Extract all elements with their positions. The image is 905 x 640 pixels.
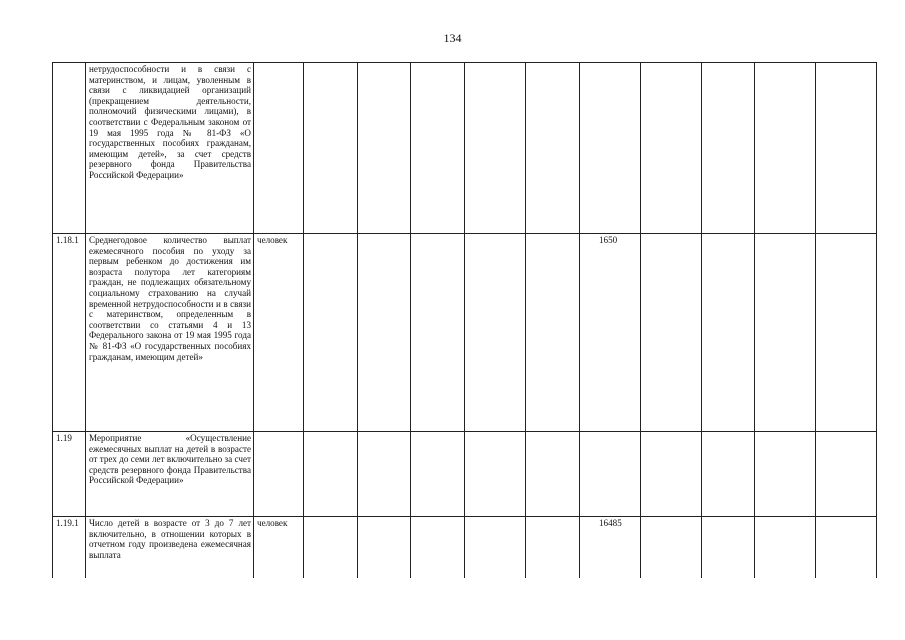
- empty-cell: [526, 517, 580, 578]
- empty-cell: [641, 234, 702, 432]
- table-row: [53, 517, 877, 578]
- empty-cell: [755, 234, 816, 432]
- row-unit: [254, 63, 304, 234]
- row-value: [580, 63, 641, 234]
- empty-cell: [526, 432, 580, 517]
- empty-cell: [411, 517, 465, 578]
- row-unit: человек: [254, 517, 304, 578]
- row-unit: [254, 432, 304, 517]
- table-row: [53, 234, 877, 432]
- empty-cell: [755, 517, 816, 578]
- table-row: [53, 63, 877, 234]
- empty-cell: [526, 234, 580, 432]
- empty-cell: [816, 432, 877, 517]
- row-value: 16485: [580, 517, 641, 578]
- row-value: 1650: [580, 234, 641, 432]
- row-index: [53, 63, 86, 234]
- empty-cell: [526, 63, 580, 234]
- row-description: нетрудоспособности и в связи с материнством, и лицам, уволенным в связи с ликвидацией организаций (прекращением деятельности, полномочий физическими лицами), в соответствии с Федеральным законом от 19 мая 1995 года № 81-ФЗ «О государственных пособиях гражданам, имеющим детей», за счет средств резервного фонда Правительства Российской Федерации»: [86, 63, 254, 234]
- row-unit: человек: [254, 234, 304, 432]
- row-value: [580, 432, 641, 517]
- empty-cell: [816, 517, 877, 578]
- empty-cell: [816, 63, 877, 234]
- empty-cell: [702, 517, 755, 578]
- empty-cell: [816, 234, 877, 432]
- empty-cell: [358, 234, 411, 432]
- empty-cell: [465, 432, 526, 517]
- empty-cell: [304, 432, 358, 517]
- page-number: 134: [443, 31, 462, 45]
- empty-cell: [411, 432, 465, 517]
- empty-cell: [641, 517, 702, 578]
- row-index: 1.19: [53, 432, 86, 517]
- row-description: Число детей в возрасте от 3 до 7 лет включительно, в отношении которых в отчетном году произведена ежемесячная выплата: [86, 517, 254, 578]
- empty-cell: [702, 63, 755, 234]
- empty-cell: [755, 432, 816, 517]
- empty-cell: [465, 63, 526, 234]
- empty-cell: [358, 63, 411, 234]
- indicators-table: [52, 62, 877, 578]
- empty-cell: [465, 234, 526, 432]
- empty-cell: [755, 63, 816, 234]
- empty-cell: [304, 234, 358, 432]
- empty-cell: [641, 63, 702, 234]
- row-index: 1.18.1: [53, 234, 86, 432]
- empty-cell: [641, 432, 702, 517]
- row-description: Среднегодовое количество выплат ежемесячного пособия по уходу за первым ребенком до достижения им возраста полутора лет категориям граждан, не подлежащих обязательному социальному страхованию на случай временной нетрудоспособности и в связи с материнством, определенным в соответствии со статьями 4 и 13 Федерального закона от 19 мая 1995 года № 81-ФЗ «О государственных пособиях гражданам, имеющим детей»: [86, 234, 254, 432]
- empty-cell: [304, 63, 358, 234]
- empty-cell: [465, 517, 526, 578]
- row-description: Мероприятие «Осуществление ежемесячных выплат на детей в возрасте от трех до семи лет включительно за счет средств резервного фонда Правительства Российской Федерации»: [86, 432, 254, 517]
- table-row: [53, 432, 877, 517]
- empty-cell: [358, 432, 411, 517]
- empty-cell: [304, 517, 358, 578]
- row-index: 1.19.1: [53, 517, 86, 578]
- empty-cell: [358, 517, 411, 578]
- empty-cell: [411, 234, 465, 432]
- empty-cell: [702, 432, 755, 517]
- empty-cell: [411, 63, 465, 234]
- empty-cell: [702, 234, 755, 432]
